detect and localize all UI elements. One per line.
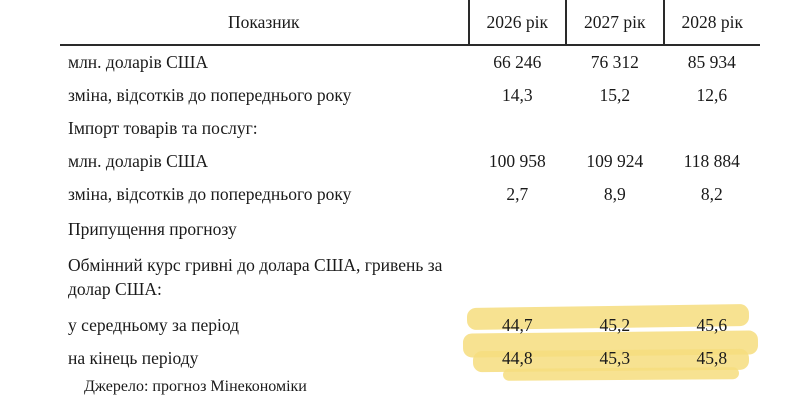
row-value-2026: 100 958 bbox=[488, 151, 546, 171]
row-value-2026 bbox=[469, 247, 566, 309]
row-value-2027 bbox=[566, 211, 663, 247]
row-value-2028: 12,6 bbox=[696, 85, 728, 105]
row-label: Обмінний курс гривні до долара США, гривень за долар США: bbox=[68, 255, 443, 299]
table-row bbox=[60, 309, 760, 342]
table-row bbox=[60, 112, 760, 145]
row-value-2027: 15,2 bbox=[599, 85, 631, 105]
row-value-2027: 8,9 bbox=[603, 184, 626, 204]
row-value-2027: 76 312 bbox=[590, 52, 639, 72]
row-label: у середньому за період bbox=[68, 315, 239, 335]
table-row bbox=[60, 79, 760, 112]
row-label: Імпорт товарів та послуг: bbox=[68, 118, 258, 138]
row-value-2027: 45,3 bbox=[599, 348, 631, 368]
table-row bbox=[60, 247, 760, 309]
header-year-2027: 2027 рік bbox=[566, 0, 663, 45]
source-note: Джерело: прогноз Мінекономіки bbox=[84, 378, 307, 395]
row-value-2028 bbox=[664, 211, 761, 247]
row-label: млн. доларів США bbox=[68, 151, 209, 171]
row-value-2026: 44,7 bbox=[501, 315, 533, 335]
header-year-2028: 2028 рік bbox=[664, 0, 761, 45]
row-value-2028: 8,2 bbox=[700, 184, 723, 204]
table-row bbox=[60, 145, 760, 178]
table-row bbox=[60, 178, 760, 211]
row-value-2027 bbox=[566, 247, 663, 309]
table-row bbox=[60, 45, 760, 79]
row-label: на кінець періоду bbox=[68, 348, 199, 368]
row-label: Припущення прогнозу bbox=[68, 218, 237, 239]
row-label: млн. доларів США bbox=[68, 52, 209, 72]
row-value-2026 bbox=[469, 211, 566, 247]
row-value-2026: 44,8 bbox=[501, 348, 533, 368]
row-value-2026: 66 246 bbox=[493, 52, 542, 72]
row-value-2027 bbox=[566, 112, 663, 145]
row-value-2028: 45,6 bbox=[696, 315, 728, 335]
row-value-2026 bbox=[469, 112, 566, 145]
row-value-2027: 109 924 bbox=[586, 151, 644, 171]
table-header-row bbox=[60, 0, 760, 45]
row-label: зміна, відсотків до попереднього року bbox=[68, 85, 352, 105]
row-value-2028 bbox=[664, 112, 761, 145]
row-value-2027: 45,2 bbox=[599, 315, 631, 335]
table-row bbox=[60, 211, 760, 247]
header-year-2026: 2026 рік bbox=[469, 0, 566, 45]
table-row bbox=[60, 342, 760, 375]
row-label: зміна, відсотків до попереднього року bbox=[68, 184, 352, 204]
row-value-2028: 45,8 bbox=[696, 348, 728, 368]
forecast-table bbox=[60, 0, 760, 375]
row-value-2028: 85 934 bbox=[687, 52, 736, 72]
header-indicator: Показник bbox=[60, 0, 469, 45]
row-value-2028: 118 884 bbox=[683, 151, 740, 171]
row-value-2026: 14,3 bbox=[501, 85, 533, 105]
row-value-2026: 2,7 bbox=[506, 184, 529, 204]
row-value-2028 bbox=[664, 247, 761, 309]
